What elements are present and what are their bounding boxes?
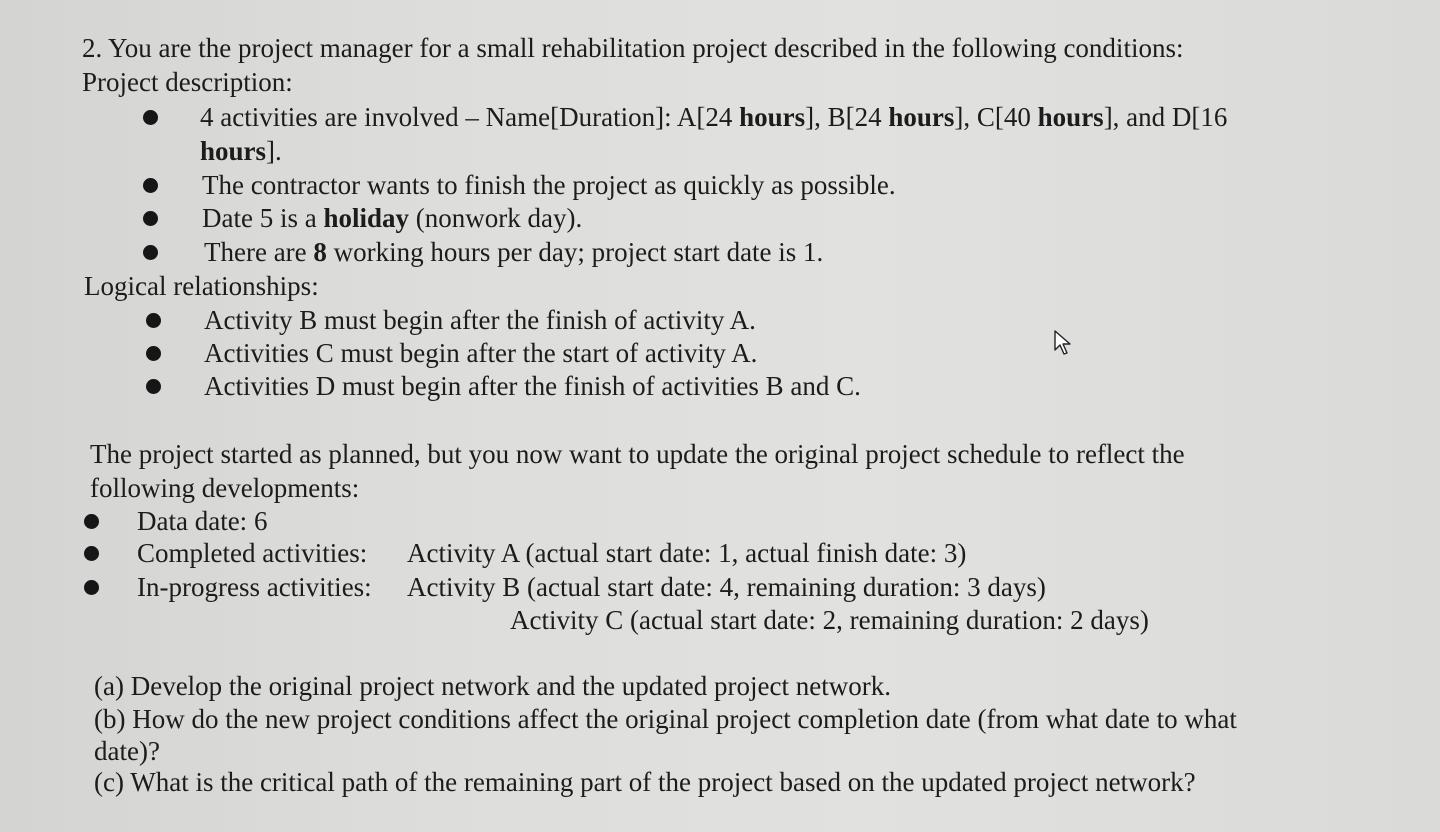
update-paragraph-continued: following developments: xyxy=(90,473,360,503)
question-b: (b) How do the new project conditions affect the original project completion date (from what date to what xyxy=(94,704,1237,734)
mouse-pointer-icon xyxy=(1054,330,1074,356)
data-date: Data date: 6 xyxy=(137,506,268,536)
inprogress-activity-c: Activity C (actual start date: 2, remaining duration: 2 days) xyxy=(510,605,1149,635)
question-intro: 2. You are the project manager for a small rehabilitation project described in the following conditions: xyxy=(82,33,1184,63)
relationship-d: Activities D must begin after the finish of activities B and C. xyxy=(204,371,861,401)
update-paragraph: The project started as planned, but you now want to update the original project schedule to reflect the xyxy=(90,439,1185,469)
bullet-icon xyxy=(146,346,161,361)
bullet-icon xyxy=(143,110,158,125)
completed-activities-value: Activity A (actual start date: 1, actual finish date: 3) xyxy=(407,538,967,568)
section-heading-logical: Logical relationships: xyxy=(84,271,319,301)
activities-bullet: 4 activities are involved – Name[Duration]: A[24 hours], B[24 hours], C[40 hours], and D[16 xyxy=(200,102,1228,132)
question-b-continued: date)? xyxy=(94,736,160,766)
bullet-icon xyxy=(143,178,158,193)
inprogress-activities-label: In-progress activities: xyxy=(137,572,372,602)
bullet-icon xyxy=(84,580,99,595)
question-a: (a) Develop the original project network and the updated project network. xyxy=(94,671,891,701)
completed-activities-label: Completed activities: xyxy=(137,538,368,568)
working-hours-bullet: There are 8 working hours per day; project start date is 1. xyxy=(204,237,824,267)
activities-bullet-continued: hours]. xyxy=(200,136,282,166)
bullet-icon xyxy=(146,379,161,394)
contractor-bullet: The contractor wants to finish the project as quickly as possible. xyxy=(202,170,896,200)
bullet-icon xyxy=(84,546,99,561)
bullet-icon xyxy=(143,211,158,226)
bullet-icon xyxy=(143,245,158,260)
inprogress-activity-b: Activity B (actual start date: 4, remaining duration: 3 days) xyxy=(407,572,1046,602)
bullet-icon xyxy=(146,313,161,328)
holiday-bullet: Date 5 is a holiday (nonwork day). xyxy=(202,203,583,233)
relationship-c: Activities C must begin after the start of activity A. xyxy=(204,338,758,368)
question-c: (c) What is the critical path of the remaining part of the project based on the updated project network? xyxy=(94,767,1196,797)
section-heading-project-description: Project description: xyxy=(82,67,293,97)
bullet-icon xyxy=(84,514,99,529)
relationship-b: Activity B must begin after the finish of activity A. xyxy=(204,305,756,335)
